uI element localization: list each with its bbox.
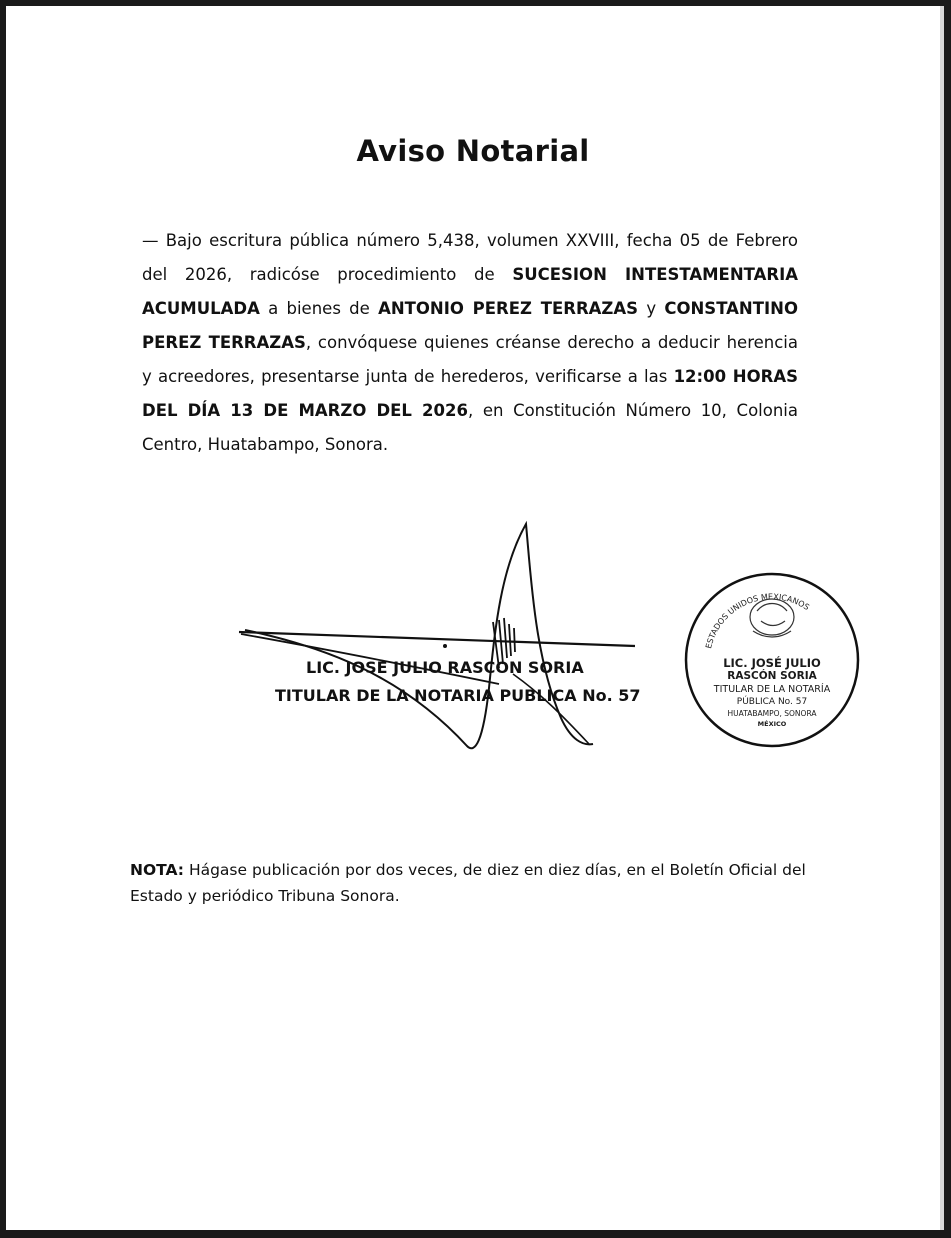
seal-ring-text: ESTADOS UNIDOS MEXICANOS [704, 592, 811, 650]
note-text: Hágase publicación por dos veces, de diez en diez días, en el Boletín Oficial del Estado y periódico Tribuna Sonora. [130, 861, 806, 905]
body-text-5: , en Constitución Número 10, Colonia Centro, Huatabampo, Sonora. [142, 401, 798, 454]
body-bold-name-1: ANTONIO PEREZ TERRAZAS [378, 299, 639, 318]
body-bold-procedure: SUCESION INTESTAMENTARIA ACUMULADA [142, 265, 799, 318]
seal-line-4: PÚBLICA No. 57 [736, 697, 808, 707]
body-text-3: y [638, 299, 665, 318]
document-title: Aviso Notarial [356, 134, 590, 168]
svg-text:ESTADOS UNIDOS MEXICANOS [704, 592, 811, 649]
notary-seal [681, 571, 863, 751]
body-text-2: a bienes de [259, 299, 379, 318]
notice-body [142, 224, 798, 462]
signer-name: LIC. JOSE JULIO RASCON SORIA [306, 658, 584, 677]
publication-note [130, 857, 810, 909]
handwritten-signature [231, 518, 641, 763]
body-text-1: — Bajo escritura pública número 5,438, volumen XXVIII, fecha 05 de Febrero del 2026, radicóse procedimiento de [142, 231, 798, 284]
seal-line-1: LIC. JOSÉ JULIO [723, 656, 821, 670]
seal-line-2: RASCÓN SORIA [727, 670, 817, 682]
body-bold-name-2: CONSTANTINO PEREZ TERRAZAS [142, 299, 798, 352]
signer-position: TITULAR DE LA NOTARIA PUBLICA No. 57 [275, 686, 641, 705]
seal-line-6: MÉXICO [757, 720, 787, 728]
seal-line-3: TITULAR DE LA NOTARÍA [713, 684, 831, 695]
document-page [6, 6, 944, 1230]
note-label: NOTA: [130, 861, 185, 879]
seal-line-5: HUATABAMPO, SONORA [727, 709, 817, 718]
body-text-4: , convóquese quienes créanse derecho a deducir herencia y acreedores, presentarse junta de herederos, verificarse a las [142, 333, 798, 386]
body-bold-date: 12:00 HORAS DEL DÍA 13 DE MARZO DEL 2026 [142, 367, 798, 420]
